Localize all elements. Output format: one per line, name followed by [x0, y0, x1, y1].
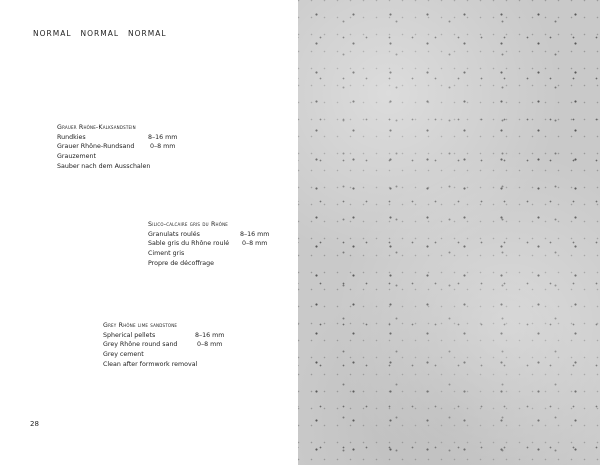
french-block	[148, 220, 269, 269]
ingredient: Grey cement	[103, 351, 144, 359]
header-word: NORMAL	[128, 29, 167, 38]
running-header	[33, 29, 176, 38]
block-title: Grauer Rhône-Kalksandstein	[57, 124, 136, 131]
page-number: 28	[30, 420, 39, 428]
size: 8–16 mm	[195, 331, 225, 339]
ingredient: Sauber nach dem Ausschalen	[57, 162, 151, 170]
ingredient: Rundkies	[57, 133, 86, 141]
left-page	[0, 0, 298, 465]
size: 8–16 mm	[148, 133, 178, 141]
ingredient: Ciment gris	[148, 250, 185, 258]
size: 8–16 mm	[240, 230, 270, 238]
ingredient: Grauer Rhône-Rundsand	[57, 143, 135, 151]
ingredient: Granulats roulés	[148, 230, 200, 238]
ingredient: Grauzement	[57, 153, 96, 161]
ingredient: Propre de décoffrage	[148, 259, 215, 267]
size: 0–8 mm	[242, 240, 268, 248]
ingredient: Sable gris du Rhône roulé	[148, 240, 230, 248]
block-title: Silico-calcaire gris du Rhône	[148, 221, 229, 228]
size: 0–8 mm	[150, 143, 176, 151]
header-word: NORMAL	[33, 29, 72, 38]
ingredient: Spherical pellets	[103, 331, 156, 339]
english-block	[103, 321, 224, 370]
size: 0–8 mm	[197, 341, 223, 349]
ingredient: Clean after formwork removal	[103, 360, 198, 368]
ingredient: Grey Rhône round sand	[103, 341, 178, 349]
header-word: NORMAL	[80, 29, 120, 38]
concrete-texture-image	[298, 0, 600, 465]
german-block	[57, 123, 177, 172]
block-title: Grey Rhône lime sandstone	[103, 322, 178, 329]
